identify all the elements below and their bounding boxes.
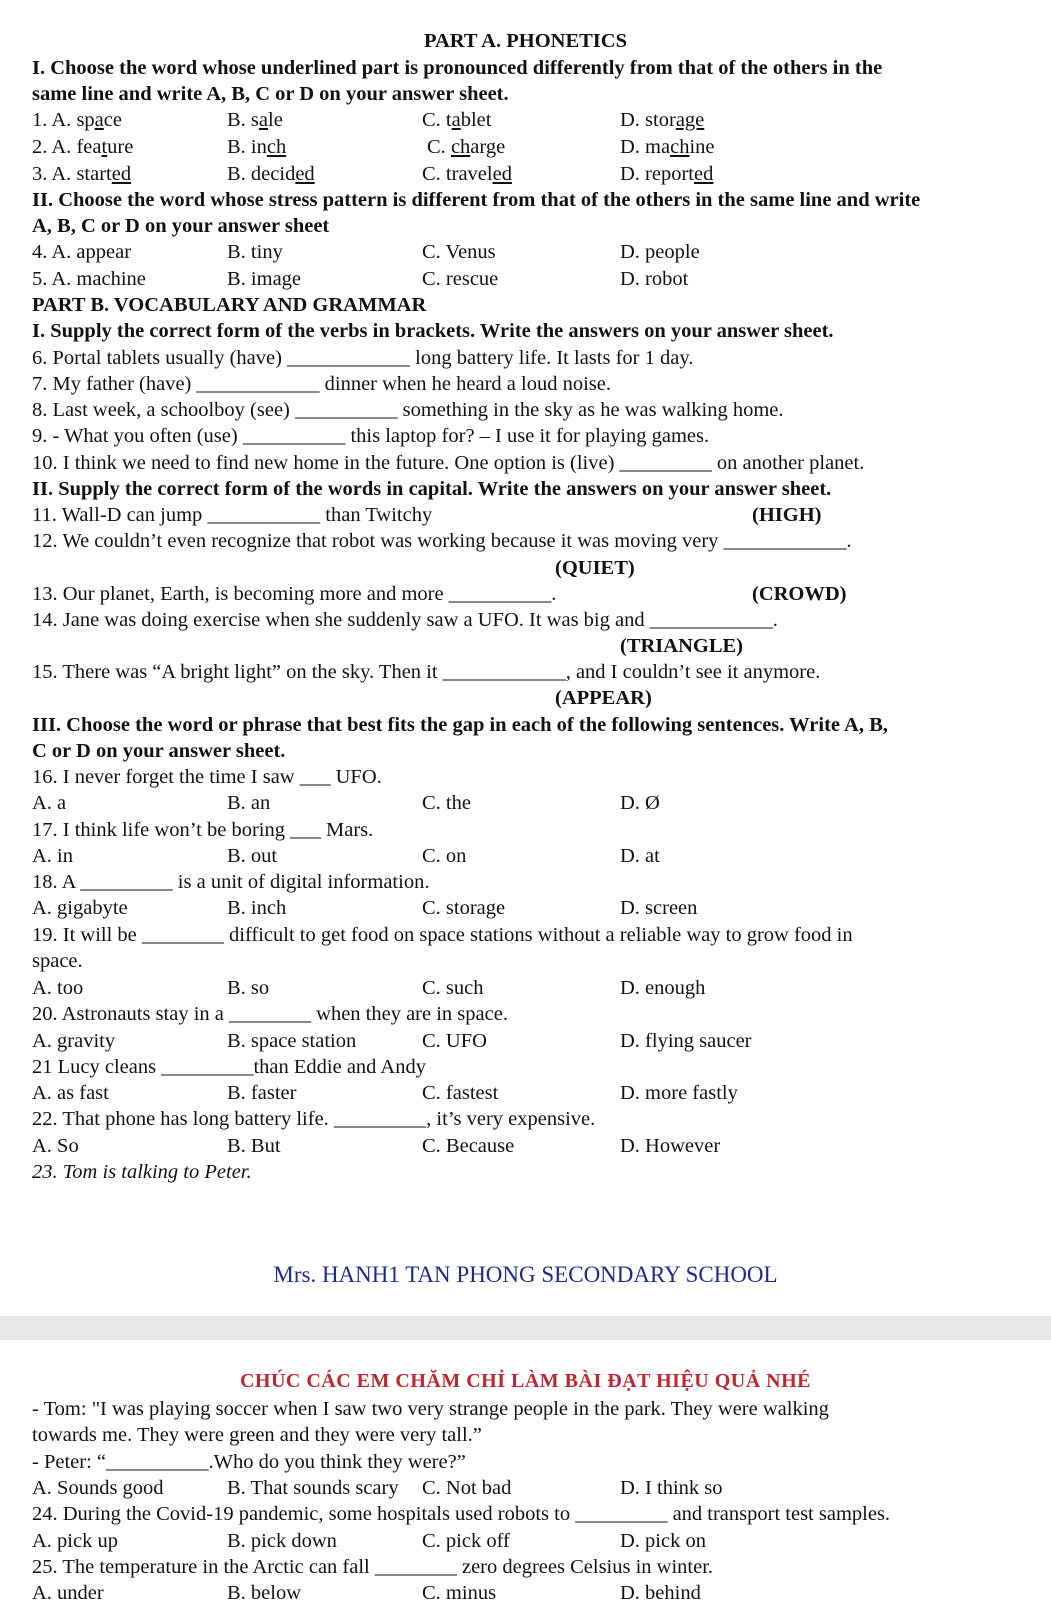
q24-option-b: B. pick down xyxy=(227,1530,337,1552)
q24-option-a: A. pick up xyxy=(32,1530,118,1552)
q2-option-a: 2. A. feature xyxy=(32,136,134,158)
question-8: 8. Last week, a schoolboy (see) __________ something in the sky as he was walking home. xyxy=(32,399,784,421)
dialogue-peter: - Peter: “__________.Who do you think they were?” xyxy=(32,1451,466,1473)
q23-option-d: D. I think so xyxy=(620,1477,723,1499)
question-19-l1: 19. It will be ________ difficult to get food on space stations without a reliable way to grow food in xyxy=(32,924,853,946)
page-break-gap xyxy=(0,1316,1051,1340)
q5-option-c: C. rescue xyxy=(422,268,499,290)
question-13-keyword: (CROWD) xyxy=(752,583,847,605)
question-14-keyword: (TRIANGLE) xyxy=(620,635,744,657)
q18-option-b: B. inch xyxy=(227,897,287,919)
q1-option-c: C. tablet xyxy=(422,109,492,131)
question-11: 11. Wall-D can jump ___________ than Twitchy xyxy=(32,504,433,526)
question-21: 21 Lucy cleans _________than Eddie and Andy xyxy=(32,1056,426,1078)
section-a1-title-l2: same line and write A, B, C or D on your answer sheet. xyxy=(32,83,509,105)
question-6: 6. Portal tablets usually (have) ____________ long battery life. It lasts for 1 day. xyxy=(32,347,694,369)
q21-option-c: C. fastest xyxy=(422,1082,499,1104)
q25-option-c: C. minus xyxy=(422,1582,497,1604)
q5-option-b: B. image xyxy=(227,268,302,290)
q16-option-d: D. Ø xyxy=(620,792,660,814)
school-footer: Mrs. HANH1 TAN PHONG SECONDARY SCHOOL xyxy=(273,1262,778,1287)
q19-option-d: D. enough xyxy=(620,977,706,999)
part-a-title: PART A. PHONETICS xyxy=(424,30,627,52)
q4-option-a: 4. A. appear xyxy=(32,241,132,263)
q17-option-d: D. at xyxy=(620,845,660,867)
q18-option-a: A. gigabyte xyxy=(32,897,128,919)
question-11-keyword: (HIGH) xyxy=(752,504,822,526)
question-12-keyword: (QUIET) xyxy=(555,557,635,579)
section-a1-title-l1: I. Choose the word whose underlined part is pronounced differently from that of the others in the xyxy=(32,57,883,79)
section-b3-title-l2: C or D on your answer sheet. xyxy=(32,740,286,762)
question-16: 16. I never forget the time I saw ___ UFO. xyxy=(32,766,382,788)
q20-option-a: A. gravity xyxy=(32,1030,116,1052)
question-25: 25. The temperature in the Arctic can fall ________ zero degrees Celsius in winter. xyxy=(32,1556,714,1578)
question-13: 13. Our planet, Earth, is becoming more and more __________. xyxy=(32,583,557,605)
section-a2-title-l2: A, B, C or D on your answer sheet xyxy=(32,215,330,237)
q22-option-d: D. However xyxy=(620,1135,721,1157)
question-15: 15. There was “A bright light” on the sky. Then it ____________, and I couldn’t see it anymore. xyxy=(32,661,821,683)
dialogue-tom-l2: towards me. They were green and they were very tall.” xyxy=(32,1424,482,1446)
question-20: 20. Astronauts stay in a ________ when they are in space. xyxy=(32,1003,508,1025)
q25-option-b: B. below xyxy=(227,1582,302,1604)
q17-option-a: A. in xyxy=(32,845,73,867)
q20-option-c: C. UFO xyxy=(422,1030,487,1052)
section-b1-title: I. Supply the correct form of the verbs in brackets. Write the answers on your answer sheet. xyxy=(32,320,834,342)
section-b3-title-l1: III. Choose the word or phrase that best fits the gap in each of the following sentences. Write A, B, xyxy=(32,714,888,736)
encouragement-header: CHÚC CÁC EM CHĂM CHỈ LÀM BÀI ĐẠT HIỆU QUẢ NHÉ xyxy=(239,1370,812,1392)
q4-option-b: B. tiny xyxy=(227,241,283,263)
section-a2-title-l1: II. Choose the word whose stress pattern is different from that of the others in the same line and write xyxy=(32,189,921,211)
q24-option-c: C. pick off xyxy=(422,1530,510,1552)
q3-option-b: B. decided xyxy=(227,163,315,185)
q20-option-d: D. flying saucer xyxy=(620,1030,752,1052)
question-15-keyword: (APPEAR) xyxy=(555,687,652,709)
q22-option-a: A. So xyxy=(32,1135,79,1157)
question-22: 22. That phone has long battery life. _________, it’s very expensive. xyxy=(32,1108,596,1130)
q2-option-c: C. charge xyxy=(427,136,506,158)
q18-option-d: D. screen xyxy=(620,897,698,919)
question-14: 14. Jane was doing exercise when she suddenly saw a UFO. It was big and ____________. xyxy=(32,609,778,631)
q2-option-d: D. machine xyxy=(620,136,715,158)
q16-option-b: B. an xyxy=(227,792,271,814)
dialogue-tom-l1: - Tom: "I was playing soccer when I saw two very strange people in the park. They were walking xyxy=(32,1398,829,1420)
q23-option-c: C. Not bad xyxy=(422,1477,512,1499)
part-b-title: PART B. VOCABULARY AND GRAMMAR xyxy=(32,294,427,316)
q1-option-d: D. storage xyxy=(620,109,705,131)
question-17: 17. I think life won’t be boring ___ Mars. xyxy=(32,819,374,841)
q1-option-b: B. sale xyxy=(227,109,283,131)
q5-option-a: 5. A. machine xyxy=(32,268,146,290)
q4-option-d: D. people xyxy=(620,241,700,263)
q2-option-b: B. inch xyxy=(227,136,287,158)
q3-option-d: D. reported xyxy=(620,163,714,185)
q21-option-b: B. faster xyxy=(227,1082,297,1104)
q4-option-c: C. Venus xyxy=(422,241,496,263)
q21-option-d: D. more fastly xyxy=(620,1082,738,1104)
q19-option-c: C. such xyxy=(422,977,484,999)
question-12: 12. We couldn’t even recognize that robot was working because it was moving very ____________. xyxy=(32,530,852,552)
q1-option-a: 1. A. space xyxy=(32,109,122,131)
question-24: 24. During the Covid-19 pandemic, some hospitals used robots to _________ and transport test samples. xyxy=(32,1503,891,1525)
q21-option-a: A. as fast xyxy=(32,1082,109,1104)
q3-option-a: 3. A. started xyxy=(32,163,132,185)
q20-option-b: B. space station xyxy=(227,1030,357,1052)
q24-option-d: D. pick on xyxy=(620,1530,706,1552)
question-23: 23. Tom is talking to Peter. xyxy=(32,1161,252,1183)
question-10: 10. I think we need to find new home in the future. One option is (live) _________ on another planet. xyxy=(32,452,865,474)
q25-option-d: D. behind xyxy=(620,1582,701,1604)
question-18: 18. A _________ is a unit of digital information. xyxy=(32,871,430,893)
q22-option-b: B. But xyxy=(227,1135,281,1157)
question-9: 9. - What you often (use) __________ this laptop for? – I use it for playing games. xyxy=(32,425,710,447)
q23-option-a: A. Sounds good xyxy=(32,1477,164,1499)
q19-option-b: B. so xyxy=(227,977,270,999)
section-b2-title: II. Supply the correct form of the words in capital. Write the answers on your answer sheet. xyxy=(32,478,832,500)
question-19-l2: space. xyxy=(32,950,83,972)
q16-option-a: A. a xyxy=(32,792,67,814)
question-7: 7. My father (have) ____________ dinner when he heard a loud noise. xyxy=(32,373,611,395)
q3-option-c: C. traveled xyxy=(422,163,512,185)
q5-option-d: D. robot xyxy=(620,268,689,290)
q18-option-c: C. storage xyxy=(422,897,506,919)
q17-option-b: B. out xyxy=(227,845,278,867)
q17-option-c: C. on xyxy=(422,845,467,867)
q22-option-c: C. Because xyxy=(422,1135,515,1157)
q16-option-c: C. the xyxy=(422,792,471,814)
q19-option-a: A. too xyxy=(32,977,84,999)
q23-option-b: B. That sounds scary xyxy=(227,1477,399,1499)
q25-option-a: A. under xyxy=(32,1582,104,1604)
